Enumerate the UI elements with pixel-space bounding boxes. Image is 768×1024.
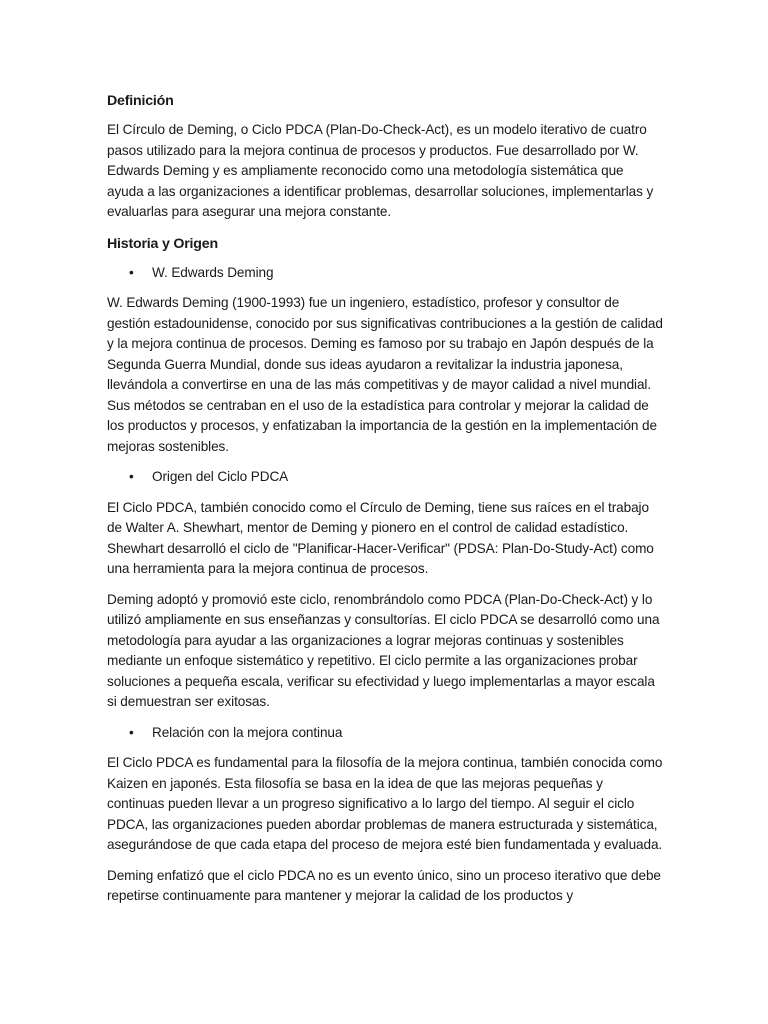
paragraph-origen-1: El Ciclo PDCA, también conocido como el Círculo de Deming, tiene sus raíces en el trabajo de Walter A. Shewhart, mentor de Deming y pionero en el control de calidad estadístico. Shewhart desarrolló el ciclo de "Planificar-Hacer-Verificar" (PDSA: Plan-Do-Study-Act) como una herramienta para la mejora continua de procesos. (107, 499, 654, 576)
heading-historia-origen: Historia y Origen (107, 235, 218, 252)
bullet-label: Origen del Ciclo PDCA (152, 469, 289, 484)
bullet-item-origen (107, 467, 663, 488)
paragraph-definicion: El Círculo de Deming, o Ciclo PDCA (Plan-Do-Check-Act), es un modelo iterativo de cuatro pasos utilizado para la mejora continua de procesos y productos. Fue desarrollado por W. Edwards Deming y es ampliamente reconocido como una metodología sistemática que ayuda a las organizaciones a identificar problemas, desarrollar soluciones, implementarlas y evaluarlas para asegurar una mejora constante. (107, 122, 654, 219)
bullet-dot-icon: • (129, 469, 134, 484)
bullet-dot-icon: • (129, 724, 134, 740)
document-page (107, 90, 663, 917)
paragraph-relacion-1: El Ciclo PDCA es fundamental para la filosofía de la mejora continua, también conocida como Kaizen en japonés. Esta filosofía se basa en la idea de que las mejoras pequeñas y continuas pueden llevar a un progreso significativo a lo largo del tiempo. Al seguir el ciclo PDCA, las organizaciones pueden abordar problemas de manera estructurada y sistemática, asegurándose de que cada etapa del proceso de mejora esté bien fundamentada y evaluada. (107, 755, 663, 852)
bullet-item-relacion (107, 723, 663, 744)
paragraph-relacion-2: Deming enfatizó que el ciclo PDCA no es un evento único, sino un proceso iterativo que debe repetirse continuamente para mantener y mejorar la calidad de los productos y (107, 867, 661, 903)
bullet-item-deming (107, 263, 663, 284)
paragraph-origen-2: Deming adoptó y promovió este ciclo, renombrándolo como PDCA (Plan-Do-Check-Act) y lo utilizó ampliamente en sus enseñanzas y consultorías. El ciclo PDCA se desarrolló como una metodología para ayudar a las organizaciones a lograr mejoras continuas y sostenibles mediante un enfoque sistemático y repetitivo. El ciclo permite a las organizaciones probar soluciones a pequeña escala, verificar su efectividad y luego implementarlas a mayor escala si demuestran ser exitosas. (107, 591, 660, 709)
heading-definicion: Definición (107, 93, 174, 109)
paragraph-deming-bio: W. Edwards Deming (1900-1993) fue un ingeniero, estadístico, profesor y consultor de gestión estadounidense, conocido por sus significativas contribuciones a la gestión de calidad y la mejora continua de procesos. Deming es famoso por su trabajo en Japón después de la Segunda Guerra Mundial, donde sus ideas ayudaron a revitalizar la industria japonesa, llevándola a convertirse en una de las más competitivas y de mayor calidad a nivel mundial. Sus métodos se centraban en el uso de la estadística para controlar y mejorar la calidad de los productos y procesos, y enfatizaban la importancia de la gestión en la implementación de mejoras sostenibles. (107, 295, 663, 454)
bullet-label: Relación con la mejora continua (152, 724, 343, 740)
bullet-dot-icon: • (129, 264, 134, 280)
bullet-label: W. Edwards Deming (152, 264, 274, 280)
